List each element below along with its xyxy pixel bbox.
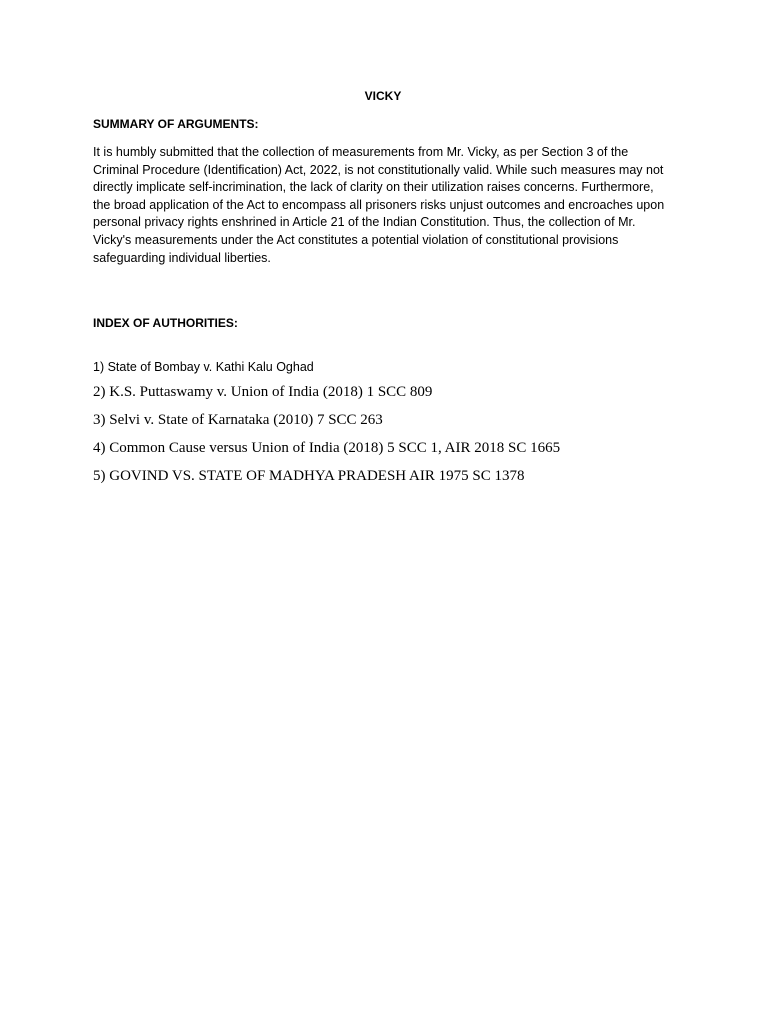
summary-heading: SUMMARY OF ARGUMENTS:: [93, 117, 259, 131]
document-title: VICKY: [364, 89, 402, 103]
authority-item: 4) Common Cause versus Union of India (2018) 5 SCC 1, AIR 2018 SC 1665: [93, 440, 561, 457]
summary-paragraph: It is humbly submitted that the collection of measurements from Mr. Vicky, as per Section 3 of the Criminal Procedure (Identification) Act, 2022, is not constitutionally valid. While such measures may not directly implicate self-incrimination, the lack of clarity on their utilization raises concerns. Furthermore, the broad application of the Act to encompass all prisoners risks unjust outcomes and encroaches upon personal privacy rights enshrined in Article 21 of the Indian Constitution. Thus, the collection of Mr. Vicky's measurements under the Act constitutes a potential violation of constitutional provisions safeguarding individual liberties.: [93, 145, 665, 265]
authority-item: 1) State of Bombay v. Kathi Kalu Oghad: [93, 360, 314, 375]
authority-item: 2) K.S. Puttaswamy v. Union of India (2018) 1 SCC 809: [93, 384, 433, 401]
index-heading: INDEX OF AUTHORITIES:: [93, 316, 238, 331]
authorities-list: [93, 359, 673, 486]
authority-item: 3) Selvi v. State of Karnataka (2010) 7 SCC 263: [93, 412, 383, 429]
document-page: [93, 88, 673, 494]
authority-item: 5) GOVIND VS. STATE OF MADHYA PRADESH AIR 1975 SC 1378: [93, 468, 525, 485]
